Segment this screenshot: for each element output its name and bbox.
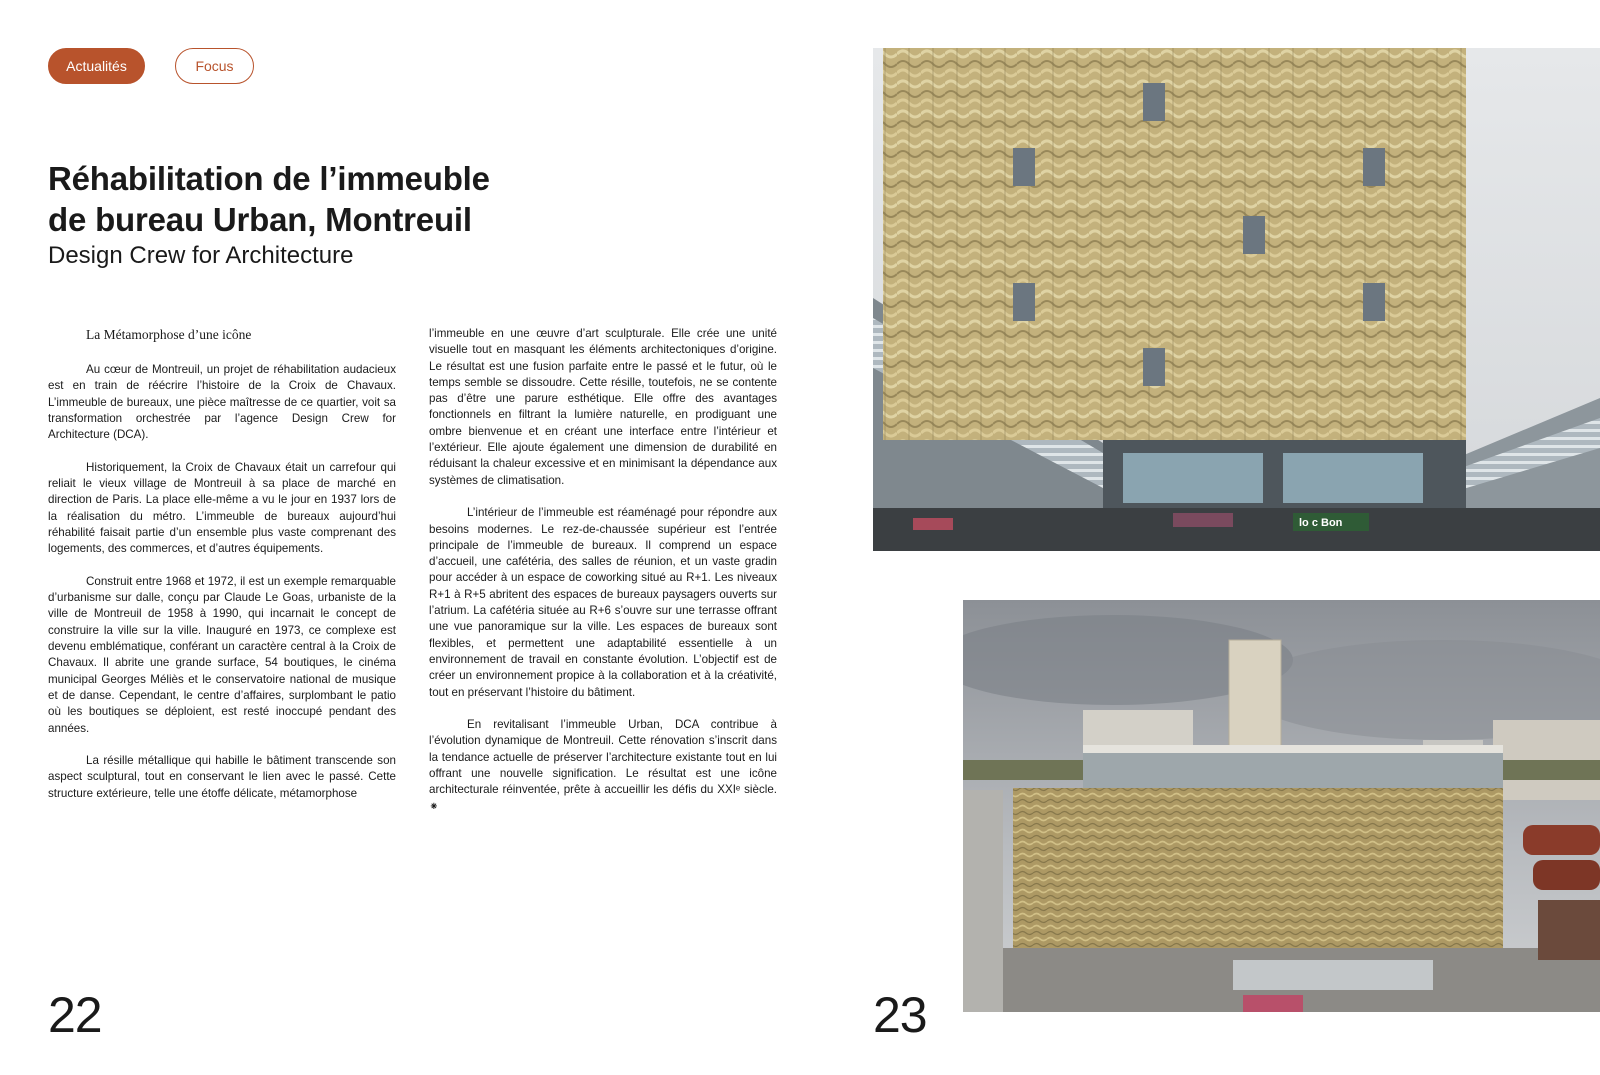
paragraph: Historiquement, la Croix de Chavaux était un carrefour qui reliait le vieux village de Montreuil à sa place de marché en direction de Paris. La place elle-même a vu le jour en 1937 lors de la réalisation du métro. L’immeuble de bureaux aujourd’hui réhabilité faisait partie d’un ensemble plus vaste comprenant des logements, des commerces, et d’autres équipements. [48,460,396,556]
page-number-right: 23 [873,987,927,1043]
paragraph: Au cœur de Montreuil, un projet de réhabilitation audacieux est en train de réécrire l’histoire de la Croix de Chavaux. L’immeuble de bureaux, une pièce maîtresse de ce quartier, voit sa transformation orchestrée par l’agence Design Crew for Architecture (DCA). [48,363,396,442]
article-title-line-2: de bureau Urban, Montreuil [48,201,472,238]
paragraph: Construit entre 1968 et 1972, il est un exemple remarquable d’urbanisme sur dalle, conçu par Claude Le Goas, urbaniste de la ville de Montreuil de 1958 à 1990, qui incarnait le concept de construire la ville sur la ville. Inauguré en 1973, ce complexe est devenu emblématique, conférant un caractère central à la Croix de Chavaux. Il abrite une grande surface, 54 boutiques, le cinéma municipal Georges Méliès et le conservatoire national de musique et de danse. Cependant, le centre d’affaires, surplombant le patio où les boutiques se déploient, est resté inoccupé pendant des années. [48,574,396,735]
text-column-1 [48,326,396,818]
page-number-left: 22 [48,987,102,1043]
section-heading: La Métamorphose d’une icône [86,327,252,342]
text-column-2 [429,326,777,831]
article-title-line-1: Réhabilitation de l’immeuble [48,160,490,197]
category-tag-focus[interactable]: Focus [175,48,254,84]
paragraph: L’intérieur de l’immeuble est réaménagé pour répondre aux besoins modernes. Le rez-de-chaussée supérieur est l’entrée principale de l’immeuble de bureaux. Il comprend un espace d’accueil, une cafétéria, des salles de réunion, et un vaste gradin pour accéder à un espace de coworking situé au R+1. Les niveaux R+1 à R+5 abritent des espaces de bureaux paysagers ouverts sur l’atrium. La cafétéria située au R+6 s’ouvre sur une terrasse offrant une vue panoramique sur la ville. Les espaces de bureaux sont flexibles, et permettent une adaptabilité essentielle à un environnement de travail en constante évolution. L’objectif est de créer un environnement propice à la collaboration et à la créativité, tout en préservant l’histoire du bâtiment. [429,506,777,699]
article-subtitle: Design Crew for Architecture [48,242,354,269]
category-tag-actualites[interactable]: Actualités [48,48,145,84]
building-aerial-photo [963,600,1600,1012]
paragraph: La résille métallique qui habille le bâtiment transcende son aspect sculptural, tout en conservant le lien avec le passé. Cette structure extérieure, telle une étoffe délicate, métamorphose [48,754,396,800]
paragraph: En revitalisant l’immeuble Urban, DCA contribue à l’évolution dynamique de Montreuil. Cette rénovation s’inscrit dans la tendance actuelle de préserver l’architecture existante tout en lui offrant une nouvelle signification. Le résultat est une icône architecturale réinventée, prête à accueillir les défis du XXIᵉ siècle. ⁕ [429,718,777,813]
shop-sign: lo c Bon [1299,517,1343,529]
article-title [48,158,568,240]
facade-closeup-photo [873,48,1600,551]
paragraph: l’immeuble en une œuvre d’art sculpturale. Elle crée une unité visuelle tout en masquant les éléments architectoniques d’origine. Le résultat est une fusion parfaite entre le passé et le futur, où le temps semble se dissoudre. Cette résille, toutefois, ne se contente pas d’être une parure esthétique. Elle offre des avantages fonctionnels en filtrant la lumière naturelle, en prodiguant une ombre bienvenue et en créant une interface entre l’intérieur et l’extérieur. Elle ajoute également une dimension de durabilité en réduisant la chaleur excessive et en minimisant la dépendance aux systèmes de climatisation. [429,327,777,487]
